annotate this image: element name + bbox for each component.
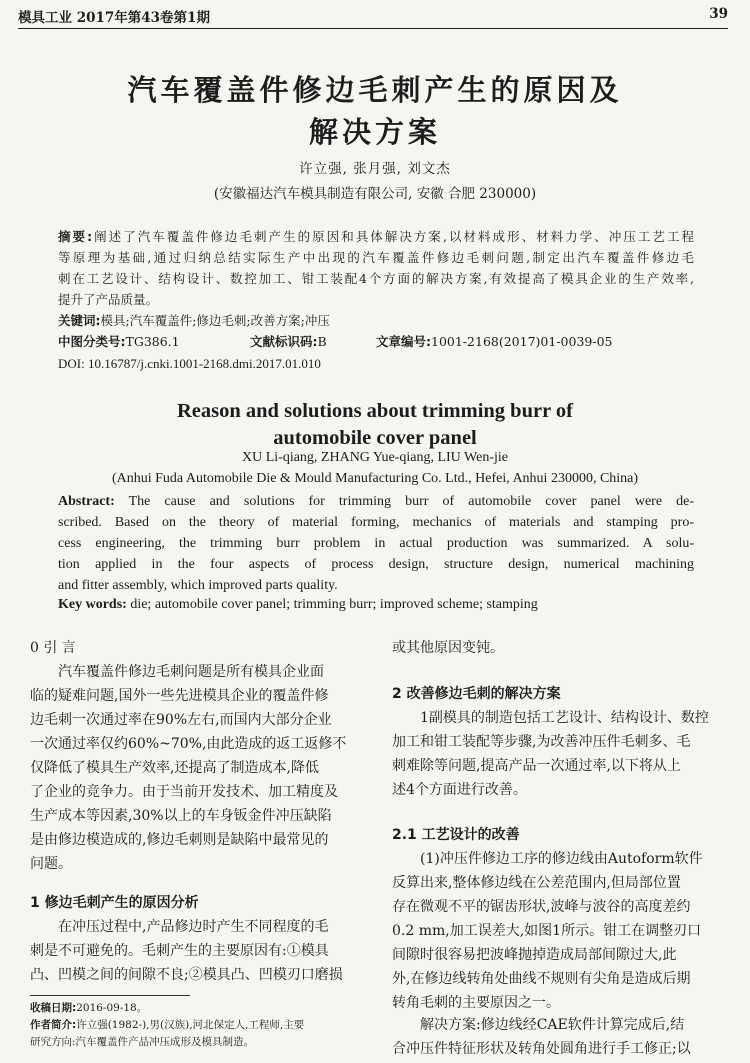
- authors-cn: 许立强, 张月强, 刘文杰: [299, 161, 451, 177]
- abstract-cn-label: 摘要:: [58, 229, 93, 244]
- document-code: B: [317, 334, 327, 349]
- keywords-cn: 关键词:模具;汽车覆盖件;修边毛刺;改善方案;冲压: [58, 313, 330, 328]
- journal-name: 模具工业 2017年第43卷第1期: [18, 10, 210, 26]
- section-2-1-body: (1)冲压件修边工序的修边线由Autoform软件 反算出来,整体修边线在公差范围内,但局部位置 存在微观不平的锯齿形状,波峰与波谷的高度差约 0.2 mm,加工误差大,如图1所示。钳工在调整刃口 间隙时很容易把波峰抛掉造成局部间隙过大,此 外,在修边线转角处曲线不规则有尖角是造成后期 转角毛刺的主要原因之一。: [392, 851, 703, 1011]
- affiliation-cn: (安徽福达汽车模具制造有限公司, 安徽 合肥 230000): [213, 186, 537, 202]
- section-0-title: 0 引 言: [30, 640, 76, 656]
- classification-line: 中图分类号:TG386.1 文献标识码:B 文章编号:1001-2168(2017)01-0039-05: [58, 334, 613, 349]
- page-number: 39: [709, 6, 728, 22]
- section-2-1-solution: 解决方案:修边线经CAE软件计算完成后,结 合冲压件特征形状及转角处圆角进行手工修正;以: [392, 1017, 691, 1057]
- abstract-en-label: Abstract:: [58, 494, 115, 509]
- section-2-body: 1副模具的制造包括工艺设计、结构设计、数控 加工和钳工装配等步骤,为改善冲压件毛刺多、毛 刺难除等问题,提高产品一次通过率,以下将从上 述4个方面进行改善。: [392, 710, 709, 798]
- affiliation-en: (Anhui Fuda Automobile Die & Mould Manufacturing Co. Ltd., Hefei, Anhui 230000, China): [111, 471, 639, 486]
- continuation-text: 或其他原因变钝。: [392, 640, 504, 656]
- clc-code: TG386.1: [125, 334, 180, 349]
- authors-en: XU Li-qiang, ZHANG Yue-qiang, LIU Wen-jie: [242, 450, 508, 465]
- abstract-cn: 摘要:阐述了汽车覆盖件修边毛刺产生的原因和具体解决方案,以材料成形、材料力学、冲压工艺工程 等原理为基础,通过归纳总结实际生产中出现的汽车覆盖件修边毛刺问题,制定出汽车覆盖件修边毛 刺在工艺设计、结构设计、数控加工、钳工装配4个方面的解决方案,有效提高了模具企业的生产效率, 提升了产品质量。: [58, 229, 695, 307]
- keywords-en-label: Key words:: [58, 597, 127, 612]
- keywords-en: Key words: die; automobile cover panel; trimming burr; improved scheme; stamping: [58, 597, 538, 612]
- title-en-line2: automobile cover panel: [273, 427, 477, 449]
- keywords-cn-label: 关键词:: [58, 313, 101, 328]
- section-1-title: 1 修边毛刺产生的原因分析: [30, 895, 199, 911]
- title-cn-line1: 汽车覆盖件修边毛刺产生的原因及: [127, 73, 623, 107]
- title-en-line1: Reason and solutions about trimming burr of: [176, 400, 574, 422]
- header-rule: [18, 28, 728, 29]
- title-cn-line2: 解决方案: [308, 115, 441, 149]
- footnote-rule: [30, 995, 190, 996]
- doi: DOI: 10.16787/j.cnki.1001-2168.dmi.2017.01.010: [58, 356, 321, 371]
- section-0-body: 汽车覆盖件修边毛刺问题是所有模具企业面 临的疑难问题,国外一些先进模具企业的覆盖件修 边毛刺一次通过率在90%左右,而国内大部分企业 一次通过率仅约60%~70%,由此造成的返工返修不 仅降低了模具生产效率,还提高了制造成本,降低 了企业的竞争力。由于当前开发技术、加工精度及 生产成本等因素,30%以上的车身钣金件冲压缺陷 是由修边模造成的,修边毛刺则是缺陷中最常见的 问题。: [30, 664, 347, 872]
- abstract-en: Abstract: The cause and solutions for trimming burr of automobile cover panel were de- scribed. Based on the theory of material forming, mechanics of materials and stamping pro- cess engineering, the trimming burr problem in actual production was summarized. A solu- tion applied in the four aspects of process design, structure design, numerical machining and fitter assembly, which improved parts quality.: [58, 494, 694, 593]
- running-header: [18, 6, 728, 30]
- section-1-body: 在冲压过程中,产品修边时产生不同程度的毛 刺是不可避免的。毛刺产生的主要原因有:①模具 凸、凹模之间的间隙不良;②模具凸、凹模刃口磨损: [30, 919, 343, 983]
- section-2-title: 2 改善修边毛刺的解决方案: [392, 686, 561, 702]
- section-2-1-title: 2.1 工艺设计的改善: [392, 827, 520, 843]
- footnote-author: 作者简介:许立强(1982-),男(汉族),河北保定人,工程师,主要: [30, 1019, 305, 1031]
- footnote-received: 收稿日期:2016-09-18。: [30, 1002, 148, 1014]
- article-number: 1001-2168(2017)01-0039-05: [431, 334, 613, 349]
- footnote-research: 研究方向:汽车覆盖件产品冲压成形及模具制造。: [30, 1036, 255, 1048]
